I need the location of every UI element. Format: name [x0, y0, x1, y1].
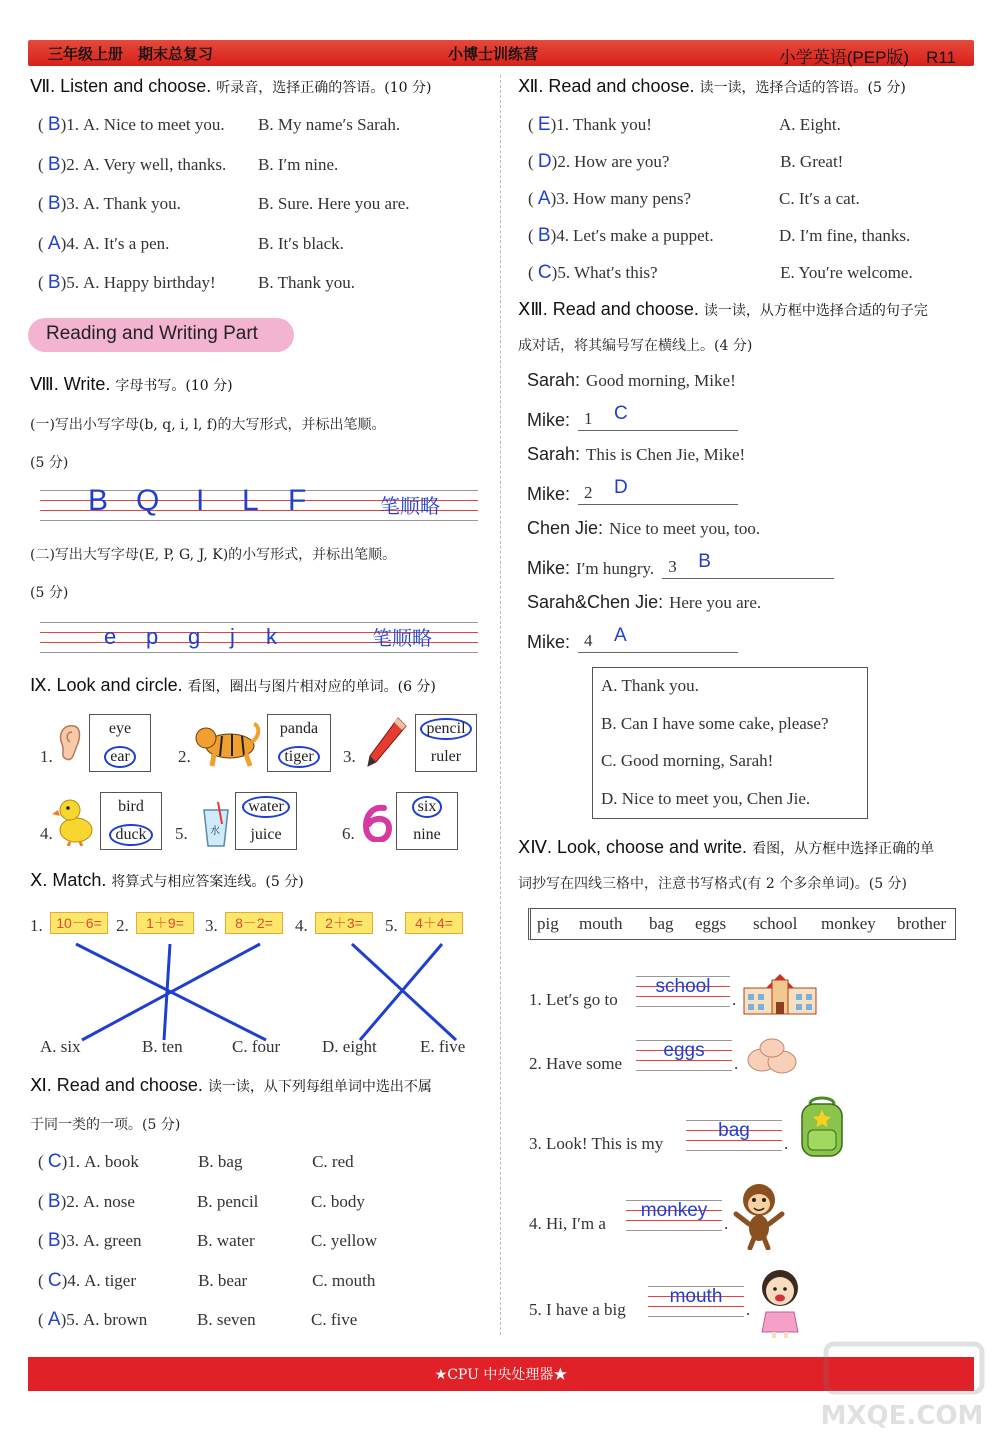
option-c: C. yellow — [311, 1231, 378, 1250]
sec13-options-box — [592, 667, 868, 819]
option-c: C. body — [311, 1191, 365, 1211]
word-choice-top — [416, 715, 476, 743]
uppercase-answer: F — [288, 484, 307, 517]
word-option: bag — [649, 914, 674, 933]
guide-line — [626, 1230, 722, 1231]
option-b: B. My name′s Sarah. — [258, 115, 401, 134]
question-number: )2. — [551, 152, 571, 171]
tiger-icon — [192, 716, 262, 770]
speaker: Mike: — [527, 484, 571, 504]
option-a: A. brown — [83, 1310, 148, 1329]
sec11-cn2: 于同一类的一项。(5 分) — [30, 1117, 181, 1133]
dialogue-option: A. Thank you. — [601, 676, 699, 695]
answer-letter: A — [47, 1309, 61, 1330]
word-option: brother — [897, 914, 947, 933]
lowercase-answer: k — [266, 624, 277, 649]
question-number: )3. — [60, 194, 80, 213]
header-bar — [28, 40, 974, 66]
blank-number: 3 — [668, 557, 677, 576]
uppercase-answer: L — [242, 484, 259, 517]
option-b: B. bear — [198, 1270, 248, 1290]
item-number: 4. — [40, 824, 53, 843]
sec8-note1: 笔顺略 — [380, 494, 440, 518]
word-choice-bottom — [268, 743, 330, 771]
paren-open: ( — [38, 194, 48, 213]
lowercase-answer: p — [146, 624, 159, 649]
sentence-period: . — [784, 1134, 789, 1153]
sec11-heading — [30, 1075, 432, 1096]
dialogue-option: D. Nice to meet you, Chen Jie. — [601, 788, 811, 808]
match-number: 3. — [205, 916, 218, 935]
sec12-row — [528, 225, 910, 247]
option-a: A. Very well, thanks. — [83, 154, 227, 174]
written-answer: school — [655, 976, 711, 997]
answer-option: D. I′m fine, thanks. — [779, 226, 911, 245]
sec12-row — [528, 151, 843, 173]
sec7-row — [38, 272, 355, 294]
sec11-title: Ⅺ. Read and choose. — [30, 1075, 203, 1095]
guide-line — [648, 1316, 744, 1317]
option-b: B. I′m nine. — [258, 154, 339, 174]
answer-letter: B — [47, 1230, 61, 1251]
speaker: Mike: — [527, 410, 571, 430]
blank-number: 1 — [584, 409, 593, 428]
word-choice-box — [100, 792, 162, 850]
option-a: A. green — [83, 1231, 142, 1250]
girl-icon — [752, 1266, 808, 1338]
line-text: Here you are. — [669, 593, 762, 612]
sec9-title: Ⅸ. Look and circle. — [30, 675, 183, 695]
speaker: Sarah: — [527, 370, 581, 390]
choice-word: ear — [104, 746, 136, 768]
sentence-period: . — [724, 1214, 729, 1233]
written-answer: bag — [718, 1120, 750, 1141]
line-text: This is Chen Jie, Mike! — [586, 445, 746, 464]
match-number: 4. — [295, 916, 308, 935]
answer-letter: B — [47, 114, 61, 135]
sentence-prefix: 2. Have some — [529, 1054, 623, 1073]
choice-word: panda — [279, 720, 319, 737]
word-choice-top — [397, 793, 457, 821]
answer-letter: B — [47, 1190, 61, 1212]
sentence-prefix: 3. Look! This is my — [529, 1134, 664, 1153]
column-divider — [500, 75, 501, 1335]
option-b: B. Thank you. — [258, 273, 355, 292]
paren-open: ( — [38, 1191, 48, 1211]
speaker: Sarah&Chen Jie: — [527, 592, 664, 612]
question-text: Let′s make a puppet. — [573, 226, 714, 245]
choice-word: pencil — [420, 718, 471, 740]
word-option: monkey — [821, 914, 876, 933]
dialogue-line — [527, 592, 761, 613]
option-b: B. It′s black. — [258, 233, 344, 253]
paren-open: ( — [528, 189, 538, 208]
item-number: 6. — [342, 824, 355, 843]
blank-answer: C — [614, 403, 628, 424]
question-number: )1. — [61, 1152, 81, 1171]
answer-letter: E — [537, 114, 551, 135]
match-answer: E. five — [420, 1037, 466, 1056]
paren-open: ( — [38, 273, 48, 292]
sec14-cn2: 词抄写在四线三格中，注意书写格式(有 2 个多余单词)。(5 分) — [518, 876, 908, 892]
glass-of-water-icon — [200, 800, 232, 848]
word-choice-box — [415, 714, 477, 772]
uppercase-answer: B — [88, 484, 109, 517]
footer-text: ★CPU 中央处理器★ — [434, 1367, 568, 1383]
paren-open: ( — [528, 115, 538, 134]
choice-word: tiger — [278, 746, 319, 768]
sec8-title: Ⅷ. Write. — [30, 374, 111, 394]
dialogue-line — [527, 518, 760, 539]
guide-line — [686, 1150, 782, 1151]
lowercase-answer: e — [104, 624, 117, 649]
sec7-heading — [30, 76, 431, 97]
question-number: )4. — [550, 226, 570, 245]
sec13-cn1: 读一读，从方框中选择合适的句子完 — [703, 303, 928, 319]
answer-letter: B — [47, 272, 61, 293]
speaker: Mike: — [527, 558, 571, 578]
match-answer: C. four — [232, 1037, 281, 1056]
dialogue-line — [527, 403, 738, 431]
expression-box: 10－6= — [50, 912, 108, 934]
choice-word: water — [242, 796, 290, 818]
written-answer: monkey — [640, 1200, 708, 1221]
speaker: Chen Jie: — [527, 518, 604, 538]
word-choice-bottom — [236, 821, 296, 849]
option-a: A. Happy birthday! — [83, 273, 216, 292]
word-choice-top — [101, 793, 161, 821]
question-number: )5. — [60, 273, 80, 292]
question-number: )1. — [550, 115, 570, 134]
question-text: How many pens? — [573, 189, 692, 208]
blank-answer: B — [698, 551, 711, 572]
watermark-logo — [822, 1340, 992, 1430]
sec7-row — [38, 193, 410, 215]
word-choice-box — [235, 792, 297, 850]
match-line-5 — [360, 944, 442, 1040]
dialogue-line — [527, 551, 834, 579]
word-choice-bottom — [416, 743, 476, 771]
blank-number: 2 — [584, 483, 593, 502]
paren-open: ( — [528, 152, 538, 171]
dialogue-line — [527, 625, 738, 653]
duck-icon — [52, 794, 94, 846]
question-number: )1. — [60, 115, 80, 134]
sec7-row — [38, 114, 400, 136]
option-a: A. nose — [83, 1191, 135, 1211]
option-c: C. five — [311, 1310, 358, 1329]
sec8-score1: (5 分) — [30, 455, 69, 471]
sec8-q1: (一)写出小写字母(b, q, i, l, f)的大写形式，并标出笔顺。 — [30, 417, 386, 433]
option-b: B. bag — [198, 1152, 243, 1171]
paren-open: ( — [38, 233, 48, 253]
four-line-blank — [626, 1200, 722, 1230]
answer-option: C. It′s a cat. — [779, 189, 860, 208]
option-a: A. tiger — [84, 1270, 137, 1290]
header-left: 三年级上册 期末总复习 — [48, 45, 214, 63]
answer-blank — [662, 551, 834, 579]
option-a: A. Thank you. — [83, 194, 181, 213]
question-number: )3. — [550, 189, 570, 208]
word-option: pig — [537, 914, 559, 933]
sentence-period: . — [734, 1054, 739, 1073]
word-option: mouth — [579, 914, 623, 933]
choice-word: duck — [109, 824, 152, 846]
dialogue-line — [527, 444, 745, 465]
word-choice-box — [267, 714, 331, 772]
answer-blank — [578, 403, 738, 431]
dialogue-option: C. Good morning, Sarah! — [601, 751, 774, 770]
option-c: C. mouth — [312, 1270, 376, 1290]
dialogue-option: B. Can I have some cake, please? — [601, 713, 829, 733]
option-c: C. red — [312, 1152, 354, 1171]
paren-open: ( — [38, 1310, 48, 1329]
sec13-title: ⅩⅢ. Read and choose. — [518, 299, 699, 319]
svg-text:水: 水 — [210, 826, 220, 837]
sec8-q2: (二)写出大写字母(E, P, G, J, K)的小写形式，并标出笔顺。 — [30, 547, 397, 563]
match-line-4 — [352, 944, 456, 1040]
line-text: Good morning, Mike! — [586, 371, 736, 390]
choice-word: bird — [118, 798, 144, 815]
speaker: Sarah: — [527, 444, 581, 464]
item-number: 3. — [343, 747, 356, 766]
paren-open: ( — [528, 263, 538, 282]
word-choice-top — [236, 793, 296, 821]
blank-answer: A — [614, 625, 627, 646]
answer-letter: B — [47, 153, 61, 175]
four-line-blank — [636, 976, 730, 1006]
question-number: )5. — [60, 1310, 80, 1329]
sentence-prefix: 1. Let′s go to — [529, 990, 618, 1009]
question-number: )2. — [60, 1191, 80, 1211]
written-answer: eggs — [663, 1040, 705, 1061]
paren-open: ( — [528, 226, 538, 245]
word-choice-top — [90, 715, 150, 743]
option-b: B. Sure. Here you are. — [258, 194, 410, 213]
svg-text:MXQE.COM: MXQE.COM — [822, 1401, 984, 1430]
sentence-period: . — [746, 1300, 751, 1319]
sec12-row — [528, 114, 841, 136]
sec13-heading — [518, 299, 928, 320]
question-number: )3. — [60, 1231, 80, 1250]
question-text: How are you? — [574, 152, 670, 171]
option-b: B. seven — [197, 1310, 256, 1329]
uppercase-answer: Q — [136, 484, 160, 517]
option-b: B. pencil — [197, 1191, 259, 1211]
item-number: 1. — [40, 747, 53, 766]
guide-line — [636, 1006, 730, 1007]
word-choice-bottom — [101, 821, 161, 849]
sec14-word-box — [528, 908, 956, 940]
sec7-row — [38, 154, 338, 176]
choice-word: nine — [413, 826, 441, 843]
sec9-cn: 看图，圈出与图片相对应的单词。(6 分) — [187, 679, 436, 695]
sec14-title: ⅩⅣ. Look, choose and write. — [518, 837, 748, 857]
dialogue-line — [527, 477, 738, 505]
sec10-cn: 将算式与相应答案连线。(5 分) — [111, 874, 304, 890]
sec13-cn2: 成对话，将其编号写在横线上。(4 分) — [518, 338, 753, 354]
answer-letter: C — [47, 1151, 62, 1172]
sec14-cn1: 看图，从方框中选择正确的单 — [752, 841, 935, 857]
option-b: B. water — [197, 1231, 255, 1250]
sec7-title: Ⅶ. Listen and choose. — [30, 76, 212, 96]
lowercase-answer: g — [188, 624, 201, 649]
word-choice-bottom — [397, 821, 457, 849]
word-choice-box — [396, 792, 458, 850]
answer-letter: A — [537, 188, 551, 209]
option-a: A. book — [84, 1152, 139, 1171]
sec10-title: Ⅹ. Match. — [30, 870, 107, 890]
sec12-title: Ⅻ. Read and choose. — [518, 76, 695, 96]
school-icon — [742, 970, 818, 1016]
lowercase-answer: j — [230, 624, 235, 649]
word-choice-box — [89, 714, 151, 772]
line-text: Nice to meet you, too. — [609, 519, 761, 538]
question-number: )4. — [60, 233, 80, 253]
four-line-blank — [636, 1040, 732, 1070]
schoolbag-icon — [796, 1094, 848, 1160]
uppercase-answer: I — [196, 484, 205, 517]
paren-open: ( — [38, 115, 48, 134]
sentence-prefix: 4. Hi, I′m a — [529, 1214, 606, 1233]
paren-open: ( — [38, 154, 48, 174]
question-number: )2. — [60, 154, 80, 174]
sec11-cn1: 读一读，从下列每组单词中选出不属 — [207, 1079, 432, 1095]
eggs-icon — [744, 1036, 800, 1076]
line-text: I′m hungry. — [576, 559, 655, 578]
word-option: school — [753, 914, 798, 933]
answer-blank — [578, 625, 738, 653]
question-number: )5. — [551, 263, 571, 282]
answer-option: B. Great! — [780, 152, 844, 171]
paren-open: ( — [38, 1231, 48, 1250]
sec12-row — [528, 262, 913, 284]
paren-open: ( — [38, 1270, 48, 1290]
option-a: A. It′s a pen. — [83, 233, 170, 253]
sec10-match-lines — [30, 940, 490, 1044]
ear-icon — [56, 722, 82, 762]
word-option: eggs — [695, 914, 727, 933]
pencil-icon — [364, 714, 408, 770]
blank-answer: D — [614, 477, 628, 498]
question-text: What′s this? — [574, 263, 658, 282]
sec9-heading — [30, 675, 436, 696]
question-number: )4. — [61, 1270, 81, 1290]
expression-box: 2＋3= — [315, 912, 373, 934]
sentence-prefix: 5. I have a big — [529, 1300, 626, 1319]
answer-letter: B — [537, 225, 551, 246]
answer-letter: D — [537, 151, 552, 172]
item-number: 5. — [175, 824, 188, 843]
answer-option: A. Eight. — [779, 115, 841, 134]
expression-box: 4＋4= — [405, 912, 463, 934]
sec11-row — [38, 1270, 375, 1292]
answer-blank — [578, 477, 738, 505]
sec11-row — [38, 1230, 377, 1252]
speaker: Mike: — [527, 632, 571, 652]
item-number: 2. — [178, 747, 191, 766]
sec7-row — [38, 233, 344, 255]
match-answer: D. eight — [322, 1037, 377, 1056]
match-number: 5. — [385, 916, 398, 935]
sec12-heading — [518, 76, 906, 97]
question-text: Thank you! — [573, 115, 652, 134]
monkey-icon — [730, 1180, 788, 1250]
guide-line — [636, 1070, 732, 1071]
part-title: Reading and Writing Part — [46, 323, 258, 344]
answer-letter: A — [47, 232, 61, 254]
choice-word: six — [412, 796, 443, 818]
expression-box: 8－2= — [225, 912, 283, 934]
sec11-row — [38, 1309, 357, 1331]
match-number: 2. — [116, 916, 129, 935]
option-a: A. Nice to meet you. — [83, 115, 225, 134]
answer-letter: C — [537, 262, 552, 283]
four-line-blank — [648, 1286, 744, 1316]
match-line-3 — [82, 944, 260, 1040]
expression-box: 1＋9= — [136, 912, 194, 934]
choice-word: juice — [250, 826, 282, 843]
sec8-cn: 字母书写。(10 分) — [115, 378, 233, 394]
choice-word: eye — [108, 720, 132, 737]
sec14-heading — [518, 837, 934, 858]
sec8-heading — [30, 374, 233, 395]
match-answer: A. six — [40, 1037, 81, 1056]
paren-open: ( — [38, 1152, 48, 1171]
answer-letter: B — [47, 193, 61, 214]
word-choice-bottom — [90, 743, 150, 771]
sec12-row — [528, 188, 860, 210]
choice-word: ruler — [430, 748, 462, 765]
sec11-row — [38, 1191, 365, 1213]
word-choice-top — [268, 715, 330, 743]
blank-number: 4 — [584, 631, 593, 650]
dialogue-line — [527, 370, 736, 391]
match-number: 1. — [30, 916, 43, 935]
part-title-banner — [28, 318, 294, 352]
sec11-row — [38, 1151, 354, 1173]
sec7-cn: 听录音，选择正确的答语。(10 分) — [216, 80, 432, 96]
number-six-icon — [362, 802, 392, 842]
header-center: 小博士训练营 — [448, 45, 539, 63]
answer-option: E. You′re welcome. — [780, 263, 913, 282]
sec8-note2: 笔顺略 — [372, 626, 432, 650]
sec8-score2: (5 分) — [30, 585, 69, 601]
four-line-blank — [686, 1120, 782, 1150]
answer-letter: C — [47, 1269, 62, 1291]
sec10-heading — [30, 870, 304, 891]
written-answer: mouth — [669, 1286, 723, 1307]
header-right: 小学英语(PEP版) R11 — [778, 48, 956, 67]
sec12-cn: 读一读，选择合适的答语。(5 分) — [699, 80, 906, 96]
match-answer: B. ten — [142, 1037, 183, 1056]
sentence-period: . — [732, 990, 737, 1009]
